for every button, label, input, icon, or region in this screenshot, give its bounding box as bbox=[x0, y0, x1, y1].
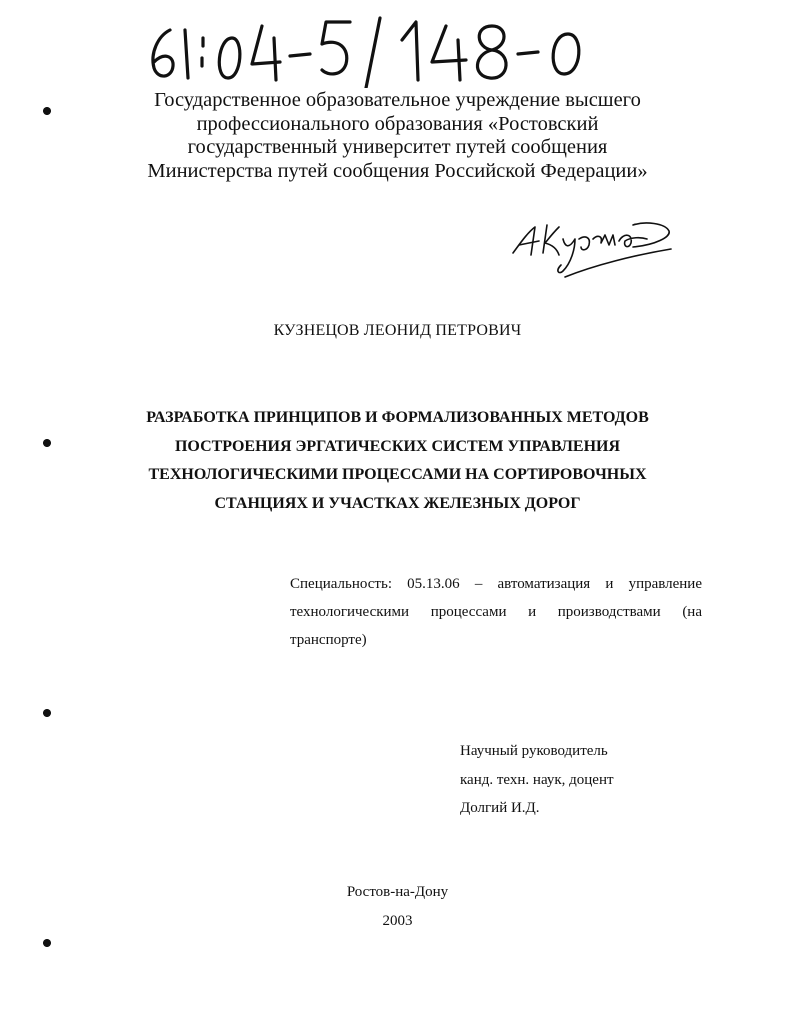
year: 2003 bbox=[382, 912, 413, 929]
institution-line: профессионального образования «Ростовский bbox=[196, 112, 599, 135]
margin-mark-icon bbox=[40, 706, 54, 720]
advisor-name: Долгий И.Д. bbox=[460, 800, 540, 816]
dissertation-title bbox=[0, 404, 795, 518]
handwritten-archive-number bbox=[140, 8, 600, 88]
advisor-role: Научный руководитель bbox=[460, 743, 608, 759]
title-line: СТАНЦИЯХ И УЧАСТКАХ ЖЕЛЕЗНЫХ ДОРОГ bbox=[214, 494, 581, 512]
institution-line: государственный университет путей сообщения bbox=[187, 136, 608, 158]
title-line: РАЗРАБОТКА ПРИНЦИПОВ И ФОРМАЛИЗОВАННЫХ МЕТОДОВ bbox=[146, 409, 649, 426]
advisor-block bbox=[460, 737, 614, 823]
title-line: ПОСТРОЕНИЯ ЭРГАТИЧЕСКИХ СИСТЕМ УПРАВЛЕНИЯ bbox=[174, 437, 621, 455]
author-signature bbox=[505, 205, 680, 280]
author-name: КУЗНЕЦОВ ЛЕОНИД ПЕТРОВИЧ bbox=[273, 322, 522, 339]
institution-line: Государственное образовательное учреждение высшего bbox=[154, 89, 641, 111]
advisor-degree: канд. техн. наук, доцент bbox=[460, 771, 614, 788]
place-and-year bbox=[0, 878, 795, 935]
institution-line: Министерства путей сообщения Российской Федерации» bbox=[147, 159, 648, 182]
city: Ростов-на-Дону bbox=[346, 884, 449, 900]
margin-mark-icon bbox=[40, 936, 54, 950]
institution-header bbox=[0, 89, 795, 183]
title-line: ТЕХНОЛОГИЧЕСКИМИ ПРОЦЕССАМИ НА СОРТИРОВОЧНЫХ bbox=[148, 466, 647, 483]
specialty-text: Специальность: 05.13.06 – автоматизация и управление технологическими процессами и производствами (на транспорте) bbox=[290, 576, 702, 648]
